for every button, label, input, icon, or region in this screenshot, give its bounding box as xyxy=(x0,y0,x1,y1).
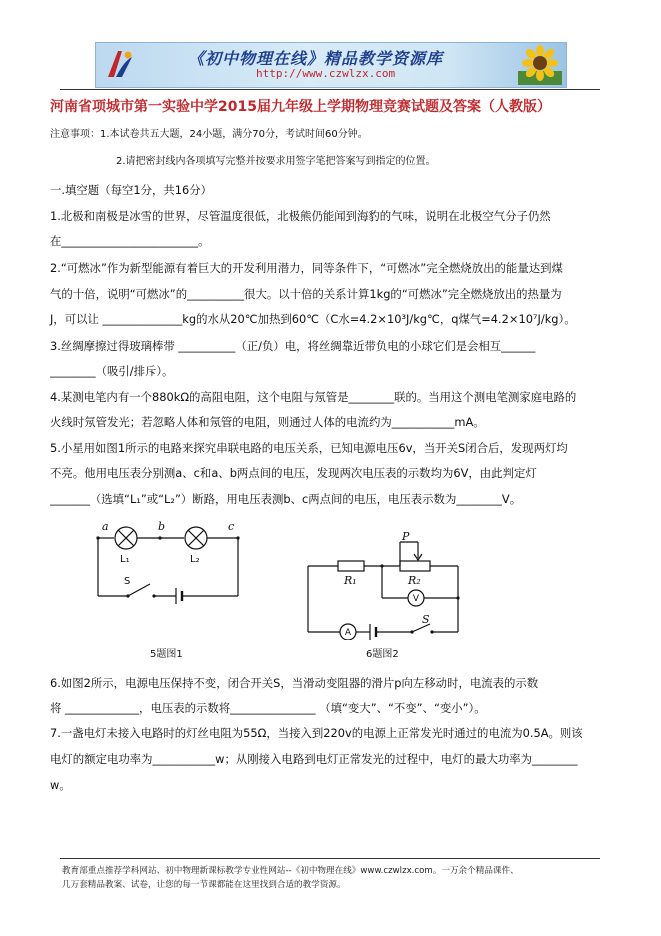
section-heading: 一.填空题（每空1分，共16分） xyxy=(50,183,213,197)
question-line: 电灯的额定电功率为___________w；从刚接入电路到电灯正常发光的过程中，电灯的最大功率为________ xyxy=(50,752,578,766)
footer-line-2: 几万套精品教案、试卷，让您的每一节课都能在这里找到合适的教学资源。 xyxy=(62,880,346,890)
question-line: 5.小星用如图1所示的电路来探究串联电路的电压关系，已知电源电压6v，当开关S闭合后，发现两灯均 xyxy=(50,441,568,455)
switch-s-label: S xyxy=(422,613,430,626)
point-a-label: a xyxy=(102,520,109,533)
point-c-label: c xyxy=(228,520,235,533)
circuit-figure-2 xyxy=(300,530,470,640)
question-line: 1.北极和南极是冰雪的世界，尽管温度很低，北极熊仍能闻到海豹的气味，说明在北极空气分子仍然 xyxy=(50,209,551,223)
figure-1-caption: 5题图1 xyxy=(150,649,183,660)
switch-s-label: S xyxy=(124,576,131,587)
lamp-l1-label: L₁ xyxy=(120,554,130,565)
sunflower-icon xyxy=(518,45,562,85)
banner-url[interactable]: http://www.czwlzx.com xyxy=(256,67,396,80)
question-line: 4.某测电笔内有一个880kΩ的高阻电阻，这个电阻与氖管是________联的。当用这个测电笔测家庭电路的 xyxy=(50,390,577,404)
banner-title: 《初中物理在线》精品教学资源库 xyxy=(188,49,444,68)
question-line: 气的十倍，说明“可燃冰”的__________很大。以十倍的关系计算1kg的“可燃冰”完全燃烧放出的热量为 xyxy=(50,287,562,301)
footer-line-1: 教育部重点推荐学科网站、初中物理新课标教学专业性网站--《初中物理在线》www.czwlzx.com。一万余个精品课件、 xyxy=(62,866,519,876)
lamp-l2-label: L₂ xyxy=(190,554,200,565)
question-line: 火线时氖管发光；若忽略人体和氖管的电阻，则通过人体的电流约为___________mA。 xyxy=(50,415,485,429)
question-line: 7.一盏电灯未接入电路时的灯丝电阻为55Ω，当接入到220v的电源上正常发光时通过的电流为0.5A。则该 xyxy=(50,726,583,740)
voltmeter-icon: V xyxy=(412,594,420,604)
question-line: 3.丝绸摩擦过得玻璃棒带 __________（正/负）电，将丝绸靠近带负电的小球它们是会相互______ xyxy=(50,339,536,353)
ammeter-icon: A xyxy=(344,628,352,638)
header-divider xyxy=(60,89,600,90)
site-logo-icon xyxy=(104,47,136,81)
question-line: 在________________________。 xyxy=(50,234,210,248)
slider-p-label: P xyxy=(402,530,410,543)
question-line: 不亮。他用电压表分别测a、c和a、b两点间的电压，发现两次电压表的示数均为6V，由此判定灯 xyxy=(50,466,537,480)
circuit-figure-1 xyxy=(88,518,258,608)
question-line: 2.“可燃冰”作为新型能源有着巨大的开发利用潜力，同等条件下，“可燃冰”完全燃烧放出的能量达到煤 xyxy=(50,261,563,275)
question-line: ________（吸引/排斥）。 xyxy=(50,364,174,378)
question-line: _______（选填“L₁”或“L₂”）断路，用电压表测b、c两点间的电压，电压表示数为________V。 xyxy=(50,492,522,506)
site-banner[interactable] xyxy=(95,42,567,88)
page-title: 河南省项城市第一实验中学2015届九年级上学期物理竞赛试题及答案（人教版） xyxy=(50,99,551,115)
exam-note-2: 2.请把密封线内各项填写完整并按要求用签字笔把答案写到指定的位置。 xyxy=(116,156,436,167)
question-line: 6.如图2所示，电源电压保持不变，闭合开关S，当滑动变阻器的滑片p向左移动时，电流表的示数 xyxy=(50,676,539,690)
footer-divider xyxy=(60,858,600,859)
question-line: 将 _____________，电压表的示数将_______________ （填“变大”、“不变”、“变小”）。 xyxy=(50,701,486,715)
question-line: J，可以让 ______________kg的水从20℃加热到60℃（C水=4.2×10³J/kg℃，q煤气=4.2×10⁷J/kg）。 xyxy=(50,312,576,326)
figure-2-caption: 6题图2 xyxy=(366,649,399,660)
question-line: w。 xyxy=(50,778,71,792)
point-b-label: b xyxy=(158,520,166,533)
exam-note-1: 注意事项：1.本试卷共五大题，24小题，满分70分，考试时间60分钟。 xyxy=(50,129,368,140)
resistor-r2-label: R₂ xyxy=(408,574,421,587)
resistor-r1-label: R₁ xyxy=(344,574,357,587)
